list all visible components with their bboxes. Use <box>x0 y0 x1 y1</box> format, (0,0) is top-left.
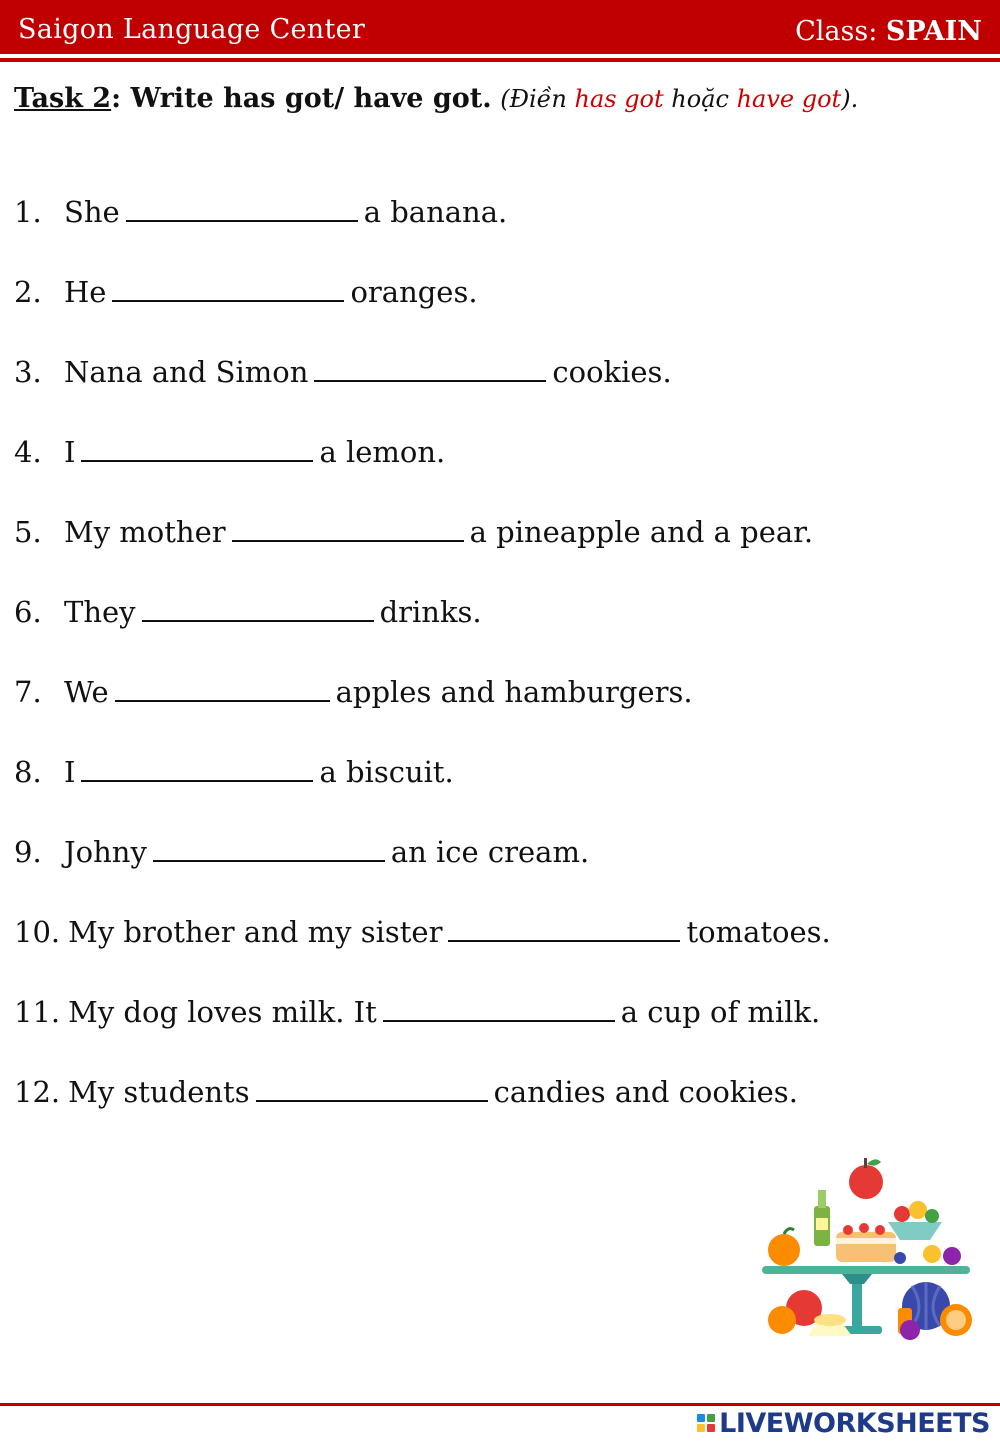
item-number: 10. <box>14 915 61 949</box>
item-number: 1. <box>14 195 42 229</box>
cake-berry-1 <box>843 1225 853 1235</box>
plum-icon <box>943 1247 961 1265</box>
item-text-before: He <box>64 275 107 309</box>
item-number: 12. <box>14 1075 61 1109</box>
cake-icon <box>836 1232 896 1262</box>
stand-joint <box>842 1274 872 1284</box>
fruit-bowl-icon <box>888 1222 942 1240</box>
apple-icon <box>849 1165 883 1199</box>
task-label: Task 2 <box>14 83 112 114</box>
exercise-item-2 <box>14 275 478 309</box>
answer-blank[interactable] <box>448 920 680 942</box>
answer-blank[interactable] <box>115 680 330 702</box>
answer-blank[interactable] <box>142 600 374 622</box>
header-divider <box>0 58 1000 62</box>
bowl-fruit-3 <box>925 1209 939 1223</box>
item-text-after: a biscuit. <box>319 755 454 789</box>
item-text-before: They <box>64 595 136 629</box>
answer-blank[interactable] <box>232 520 464 542</box>
liveworksheets-logo[interactable] <box>697 1406 990 1440</box>
grape-icon <box>900 1320 920 1340</box>
item-number: 2. <box>14 275 42 309</box>
exercise-item-6 <box>14 595 482 629</box>
answer-blank[interactable] <box>383 1000 615 1022</box>
item-text-after: a lemon. <box>319 435 446 469</box>
item-text-before: We <box>64 675 109 709</box>
item-text-after: drinks. <box>379 595 482 629</box>
answer-blank[interactable] <box>112 280 344 302</box>
blueberry-icon <box>894 1252 906 1264</box>
bowl-fruit-2 <box>909 1201 927 1219</box>
cake-cream <box>836 1238 896 1244</box>
item-number: 7. <box>14 675 42 709</box>
item-text-before: My students <box>68 1075 250 1109</box>
item-text-after: cookies. <box>552 355 672 389</box>
hint-option-have-got: have got <box>736 85 842 113</box>
item-text-before: I <box>64 435 76 469</box>
item-text-before: My brother and my sister <box>68 915 443 949</box>
hint-option-has-got: has got <box>574 85 664 113</box>
item-number: 3. <box>14 355 42 389</box>
exercise-item-9 <box>14 835 589 869</box>
logo-text: LIVEWORKSHEETS <box>719 1407 990 1439</box>
item-text-before: My dog loves milk. It <box>68 995 377 1029</box>
item-text-before: Johny <box>64 835 147 869</box>
item-text-before: Nana and Simon <box>64 355 309 389</box>
stand-tray <box>762 1266 970 1274</box>
exercise-item-11 <box>14 995 820 1029</box>
orange-leaf <box>784 1229 794 1234</box>
lemon-icon <box>923 1245 941 1263</box>
exercise-item-12 <box>14 1075 798 1109</box>
hint-close: ). <box>841 85 859 113</box>
exercise-item-1 <box>14 195 507 229</box>
bottle-neck <box>818 1190 826 1208</box>
class-label: Class: <box>795 16 878 47</box>
apple-leaf <box>867 1159 881 1165</box>
hint-open: (Điền <box>500 85 575 113</box>
exercise-item-3 <box>14 355 672 389</box>
exercise-item-7 <box>14 675 693 709</box>
answer-blank[interactable] <box>153 840 385 862</box>
item-text-before: My mother <box>64 515 226 549</box>
item-number: 11. <box>14 995 61 1029</box>
task-hint <box>500 85 858 113</box>
item-number: 6. <box>14 595 42 629</box>
cake-berry-3 <box>875 1225 885 1235</box>
school-name: Saigon Language Center <box>18 14 366 45</box>
item-text-after: candies and cookies. <box>493 1075 798 1109</box>
dessert-top <box>814 1314 846 1326</box>
item-text-before: She <box>64 195 120 229</box>
cake-berry-2 <box>859 1223 869 1233</box>
class-info <box>795 16 982 47</box>
answer-blank[interactable] <box>81 760 313 782</box>
answer-blank[interactable] <box>81 440 313 462</box>
item-number: 8. <box>14 755 42 789</box>
bottle-label <box>816 1218 828 1230</box>
class-value: SPAIN <box>885 16 982 47</box>
orange-icon <box>768 1234 800 1266</box>
answer-blank[interactable] <box>256 1080 488 1102</box>
item-text-after: tomatoes. <box>686 915 831 949</box>
orange-lower-icon <box>768 1306 796 1334</box>
answer-blank[interactable] <box>126 200 358 222</box>
exercise-item-10 <box>14 915 831 949</box>
apple-stem <box>864 1158 867 1168</box>
exercise-item-5 <box>14 515 813 549</box>
item-text-before: I <box>64 755 76 789</box>
task-instructions <box>14 80 974 118</box>
item-text-after: an ice cream. <box>390 835 590 869</box>
item-number: 4. <box>14 435 42 469</box>
item-text-after: a pineapple and a pear. <box>469 515 814 549</box>
item-text-after: a banana. <box>363 195 508 229</box>
item-text-after: apples and hamburgers. <box>335 675 693 709</box>
item-text-after: oranges. <box>350 275 478 309</box>
item-text-after: a cup of milk. <box>620 995 821 1029</box>
item-number: 9. <box>14 835 42 869</box>
liveworksheets-logo-icon <box>697 1414 715 1432</box>
orange-slice-inner <box>946 1310 966 1330</box>
answer-blank[interactable] <box>314 360 546 382</box>
exercise-item-4 <box>14 435 445 469</box>
hint-mid: hoặc <box>663 85 737 113</box>
page-header <box>0 0 1000 54</box>
task-title: : Write has got/ have got. <box>111 83 492 114</box>
item-number: 5. <box>14 515 42 549</box>
exercise-item-8 <box>14 755 454 789</box>
bowl-fruit-1 <box>894 1206 910 1222</box>
fruit-dessert-stand-illustration <box>760 1148 976 1348</box>
